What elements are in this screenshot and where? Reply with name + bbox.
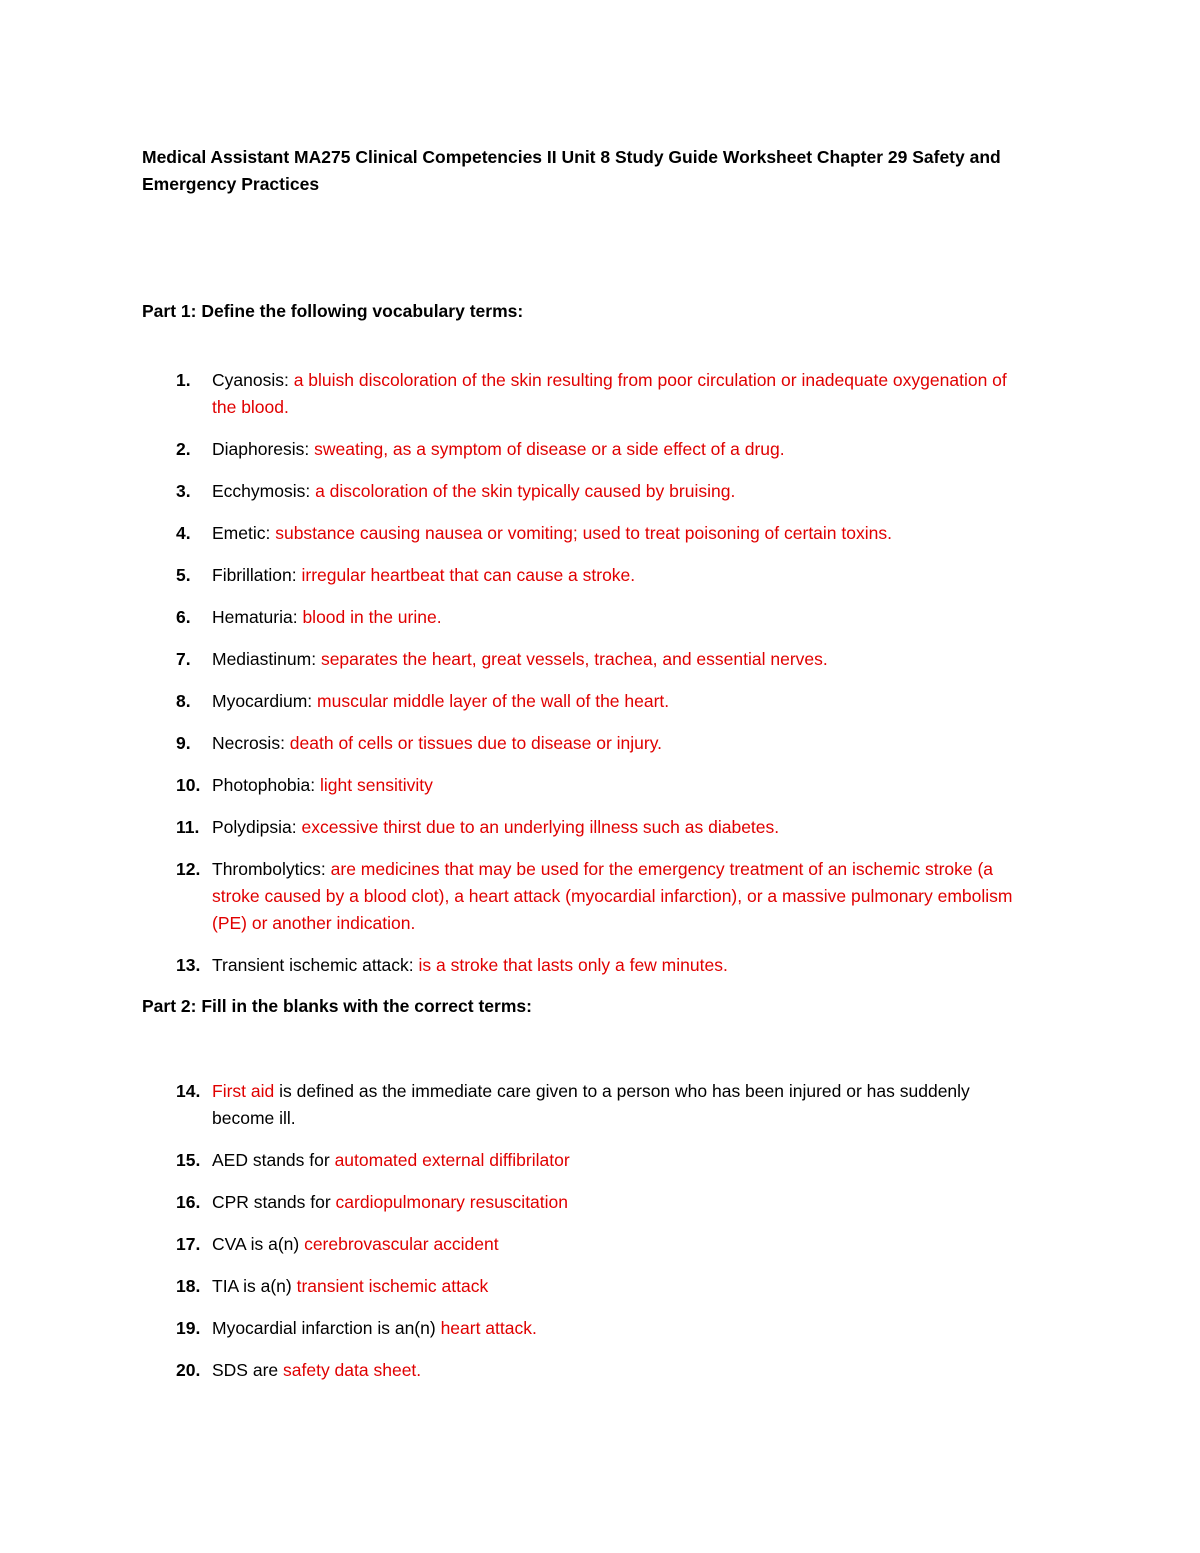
document-title: Medical Assistant MA275 Clinical Competencies II Unit 8 Study Guide Worksheet Chapter 29 Safety and Emergency Practices: [142, 147, 1001, 194]
vocabulary-term: Transient ischemic attack:: [212, 955, 419, 975]
prompt-text-before: CVA is a(n): [212, 1234, 305, 1254]
definition-answer: a discoloration of the skin typically caused by bruising.: [315, 481, 736, 501]
vocabulary-term: Thrombolytics:: [212, 859, 331, 879]
fill-in-list: [142, 1078, 1042, 1384]
definition-answer: separates the heart, great vessels, trachea, and essential nerves.: [320, 649, 828, 669]
blank-answer: safety data sheet.: [283, 1360, 422, 1380]
vocabulary-item: [142, 604, 1042, 631]
item-number: 14.: [176, 1081, 201, 1101]
definition-answer: blood in the urine.: [302, 607, 442, 627]
vocabulary-item: [142, 478, 1042, 505]
vocabulary-term: Myocardium:: [212, 691, 318, 711]
item-number: 2.: [176, 439, 191, 459]
part2-heading: Part 2: Fill in the blanks with the correct terms:: [142, 996, 532, 1016]
fill-in-item: [142, 1315, 1042, 1342]
definition-answer: irregular heartbeat that can cause a stroke.: [301, 565, 636, 585]
vocabulary-item: [142, 646, 1042, 673]
item-number: 13.: [176, 955, 201, 975]
document-page: [142, 144, 1042, 1399]
vocabulary-term: Hematuria:: [212, 607, 303, 627]
definition-answer: excessive thirst due to an underlying illness such as diabetes.: [301, 817, 780, 837]
item-number: 5.: [176, 565, 191, 585]
item-number: 1.: [176, 370, 191, 390]
prompt-text-before: SDS are: [212, 1360, 283, 1380]
item-number: 3.: [176, 481, 191, 501]
fill-in-item: [142, 1147, 1042, 1174]
vocabulary-term: Cyanosis:: [212, 370, 294, 390]
vocabulary-item: [142, 562, 1042, 589]
vocabulary-term: Necrosis:: [212, 733, 290, 753]
definition-answer: is a stroke that lasts only a few minutes.: [418, 955, 728, 975]
vocabulary-item: [142, 952, 1042, 979]
item-number: 7.: [176, 649, 191, 669]
vocabulary-term: Polydipsia:: [212, 817, 302, 837]
definition-answer: death of cells or tissues due to disease or injury.: [289, 733, 663, 753]
item-number: 18.: [176, 1276, 201, 1296]
prompt-text-after: is defined as the immediate care given to a person who has been injured or has suddenly become ill.: [212, 1081, 970, 1128]
blank-answer: First aid: [212, 1081, 275, 1101]
vocabulary-item: [142, 520, 1042, 547]
item-number: 12.: [176, 859, 201, 879]
item-number: 8.: [176, 691, 191, 711]
vocabulary-term: Ecchymosis:: [212, 481, 316, 501]
vocabulary-term: Fibrillation:: [212, 565, 302, 585]
vocabulary-term: Diaphoresis:: [212, 439, 315, 459]
blank-answer: automated external diffibrilator: [334, 1150, 570, 1170]
vocabulary-item: [142, 814, 1042, 841]
item-number: 4.: [176, 523, 191, 543]
prompt-text-before: Myocardial infarction is an(n): [212, 1318, 441, 1338]
vocabulary-item: [142, 772, 1042, 799]
vocabulary-term: Emetic:: [212, 523, 276, 543]
fill-in-item: [142, 1078, 1042, 1132]
blank-answer: cerebrovascular accident: [304, 1234, 499, 1254]
vocabulary-term: Photophobia:: [212, 775, 321, 795]
definition-answer: sweating, as a symptom of disease or a side effect of a drug.: [314, 439, 785, 459]
item-number: 20.: [176, 1360, 201, 1380]
vocabulary-item: [142, 367, 1042, 421]
blank-answer: heart attack.: [440, 1318, 537, 1338]
definition-answer: substance causing nausea or vomiting; used to treat poisoning of certain toxins.: [275, 523, 892, 543]
item-number: 17.: [176, 1234, 201, 1254]
fill-in-item: [142, 1231, 1042, 1258]
item-number: 6.: [176, 607, 191, 627]
item-number: 19.: [176, 1318, 201, 1338]
definition-answer: light sensitivity: [320, 775, 433, 795]
blank-answer: cardiopulmonary resuscitation: [335, 1192, 569, 1212]
item-number: 15.: [176, 1150, 201, 1170]
fill-in-item: [142, 1189, 1042, 1216]
vocabulary-list: [142, 367, 1042, 979]
item-number: 11.: [176, 817, 200, 837]
prompt-text-before: TIA is a(n): [212, 1276, 297, 1296]
prompt-text-before: AED stands for: [212, 1150, 335, 1170]
item-number: 9.: [176, 733, 191, 753]
vocabulary-item: [142, 436, 1042, 463]
definition-answer: muscular middle layer of the wall of the heart.: [317, 691, 670, 711]
fill-in-item: [142, 1273, 1042, 1300]
prompt-text-before: CPR stands for: [212, 1192, 336, 1212]
part1-heading: Part 1: Define the following vocabulary terms:: [142, 301, 524, 321]
item-number: 10.: [176, 775, 201, 795]
definition-answer: are medicines that may be used for the emergency treatment of an ischemic stroke (a stroke caused by a blood clot), a heart attack (myocardial infarction), or a massive pulmonary embolism (PE) or another indication.: [212, 859, 1013, 933]
vocabulary-term: Mediastinum:: [212, 649, 321, 669]
vocabulary-item: [142, 730, 1042, 757]
definition-answer: a bluish discoloration of the skin resulting from poor circulation or inadequate oxygenation of the blood.: [212, 370, 1007, 417]
item-number: 16.: [176, 1192, 201, 1212]
fill-in-item: [142, 1357, 1042, 1384]
vocabulary-item: [142, 688, 1042, 715]
vocabulary-item: [142, 856, 1042, 937]
blank-answer: transient ischemic attack: [296, 1276, 489, 1296]
